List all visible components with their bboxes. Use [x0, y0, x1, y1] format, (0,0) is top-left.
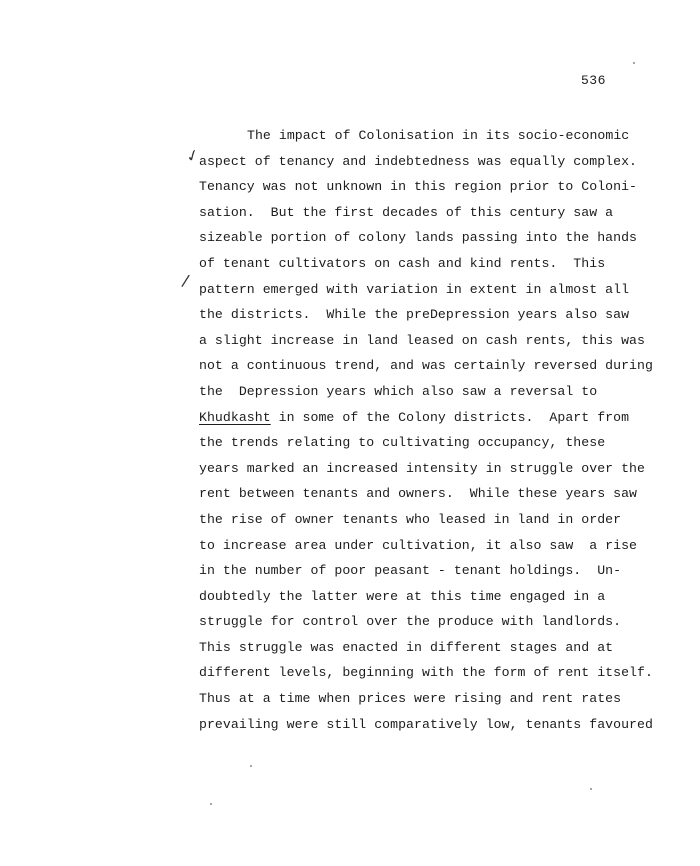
text-line: the trends relating to cultivating occupancy, these — [199, 435, 606, 451]
text-line: the districts. While the preDepression years also saw — [199, 307, 630, 323]
text-line: of tenant cultivators on cash and kind rents. This — [199, 255, 606, 271]
text-line: different levels, beginning with the form of rent itself. — [199, 665, 653, 681]
text-line: struggle for control over the produce with landlords. — [199, 614, 622, 630]
margin-pen-mark: / — [180, 270, 191, 291]
text-line: the rise of owner tenants who leased in land in order — [199, 511, 622, 527]
text-line: sizeable portion of colony lands passing into the hands — [199, 230, 638, 246]
text-line: pattern emerged with variation in extent in almost all — [199, 281, 630, 297]
page-number: 536 — [581, 73, 606, 88]
margin-tick-mark: ✓ — [183, 144, 203, 167]
text-line — [199, 405, 669, 431]
text-line-rest: in some of the Colony districts. Apart from — [270, 409, 630, 425]
speck — [250, 765, 252, 767]
text-line: in the number of poor peasant - tenant holdings. Un- — [199, 563, 622, 579]
text-line: a slight increase in land leased on cash rents, this was — [199, 332, 645, 348]
text-line: prevailing were still comparatively low, tenants favoured — [199, 716, 653, 732]
text-line: the Depression years which also saw a reversal to — [199, 383, 598, 399]
speck — [633, 62, 635, 64]
text-line: doubtedly the latter were at this time engaged in a — [199, 588, 606, 604]
text-line: rent between tenants and owners. While these years saw — [199, 486, 638, 502]
text-line: years marked an increased intensity in struggle over the — [199, 460, 645, 476]
text-line: The impact of Colonisation in its socio-economic — [247, 128, 630, 143]
speck — [210, 803, 212, 805]
text-line: Thus at a time when prices were rising and rent rates — [199, 691, 622, 707]
body-paragraph — [199, 123, 669, 737]
underlined-term: Khudkasht — [199, 409, 271, 425]
speck — [590, 788, 592, 790]
text-line: aspect of tenancy and indebtedness was equally complex. — [199, 153, 638, 169]
text-line: sation. But the first decades of this century saw a — [199, 204, 614, 220]
text-line: not a continuous trend, and was certainly reversed during — [199, 358, 653, 374]
text-line: to increase area under cultivation, it also saw a rise — [199, 537, 638, 553]
text-line: Tenancy was not unknown in this region prior to Coloni- — [199, 179, 638, 195]
text-line: This struggle was enacted in different stages and at — [199, 639, 614, 655]
